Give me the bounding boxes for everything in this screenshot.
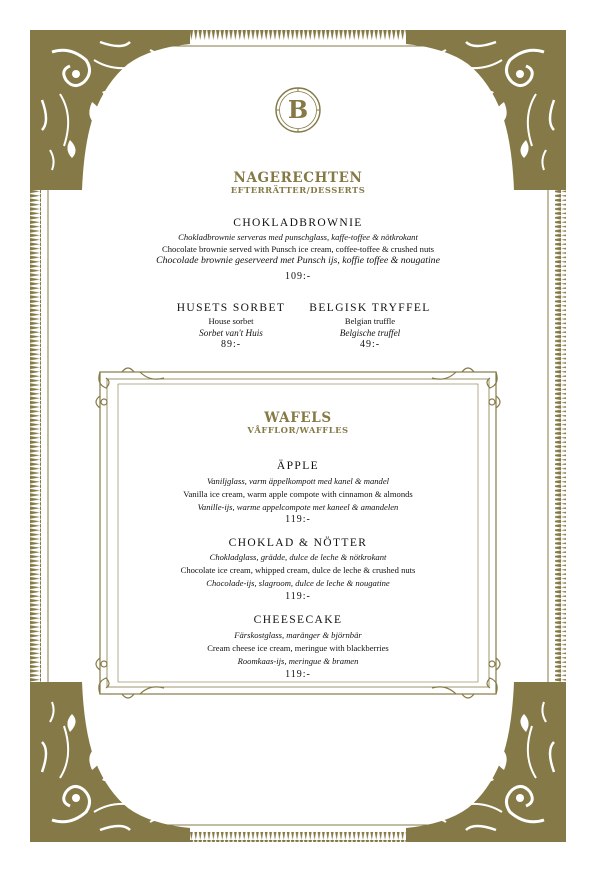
cheesecake-price: 119:- — [285, 669, 311, 680]
sorbet-name: HUSETS SORBET — [176, 302, 286, 314]
truffle-desc-nl: Belgische truffel — [339, 328, 401, 338]
brownie-price: 109:- — [284, 271, 312, 282]
apple-name: ÄPPLE — [276, 460, 320, 472]
waffles-subtitle: VÅFFLOR/WAFFLES — [247, 425, 349, 435]
truffle-name: BELGISK TRYFFEL — [309, 302, 431, 314]
truffle-price: 49:- — [359, 339, 381, 350]
choc-desc-nl: Chocolade-ijs, slagroom, dulce de leche & nougatine — [206, 578, 390, 588]
sorbet-desc-nl: Sorbet van't Huis — [199, 328, 263, 338]
apple-desc-sv: Vaniljglass, varm äppelkompott med kanel & mandel — [206, 476, 390, 486]
desserts-subtitle: EFTERRÄTTER/DESSERTS — [230, 185, 366, 195]
brownie-name: CHOKLADBROWNIE — [233, 217, 363, 229]
brownie-desc-nl: Chocolade brownie geserveerd met Punsch ijs, koffie toffee & nougatine — [156, 255, 440, 266]
truffle-desc-en: Belgian truffle — [344, 316, 396, 326]
sorbet-price: 89:- — [220, 339, 242, 350]
brownie-desc-en: Chocolate brownie served with Punsch ice cream, coffee-toffee & crushed nuts — [162, 244, 434, 254]
cheesecake-name: CHEESECAKE — [253, 614, 343, 626]
choc-name: CHOKLAD & NÖTTER — [228, 537, 368, 549]
desserts-title: NAGERECHTEN — [233, 170, 363, 186]
brand-logo — [274, 86, 322, 134]
brownie-desc-sv: Chokladbrownie serveras med punschglass, kaffe-toffee & nötkrokant — [178, 232, 418, 242]
truffle-item — [280, 302, 460, 350]
apple-desc-en: Vanilla ice cream, warm apple compote with cinnamon & almonds — [183, 489, 413, 499]
choc-price: 119:- — [285, 591, 311, 602]
apple-price: 119:- — [285, 514, 311, 525]
waffles-title: WAFELS — [264, 410, 332, 426]
cheesecake-desc-sv: Färskostglass, maränger & björnbär — [234, 630, 362, 640]
cheesecake-desc-en: Cream cheese ice cream, meringue with blackberries — [207, 643, 389, 653]
apple-desc-nl: Vanille-ijs, warme appelcompote met kaneel & amandelen — [197, 502, 399, 512]
cheesecake-desc-nl: Roomkaas-ijs, meringue & bramen — [237, 656, 359, 666]
sorbet-desc-en: House sorbet — [208, 316, 254, 326]
choc-desc-en: Chocolate ice cream, whipped cream, dulce de leche & crushed nuts — [180, 565, 416, 575]
logo-letter: B — [287, 95, 309, 124]
choc-desc-sv: Chokladglass, grädde, dulce de leche & nötkrokant — [209, 552, 387, 562]
